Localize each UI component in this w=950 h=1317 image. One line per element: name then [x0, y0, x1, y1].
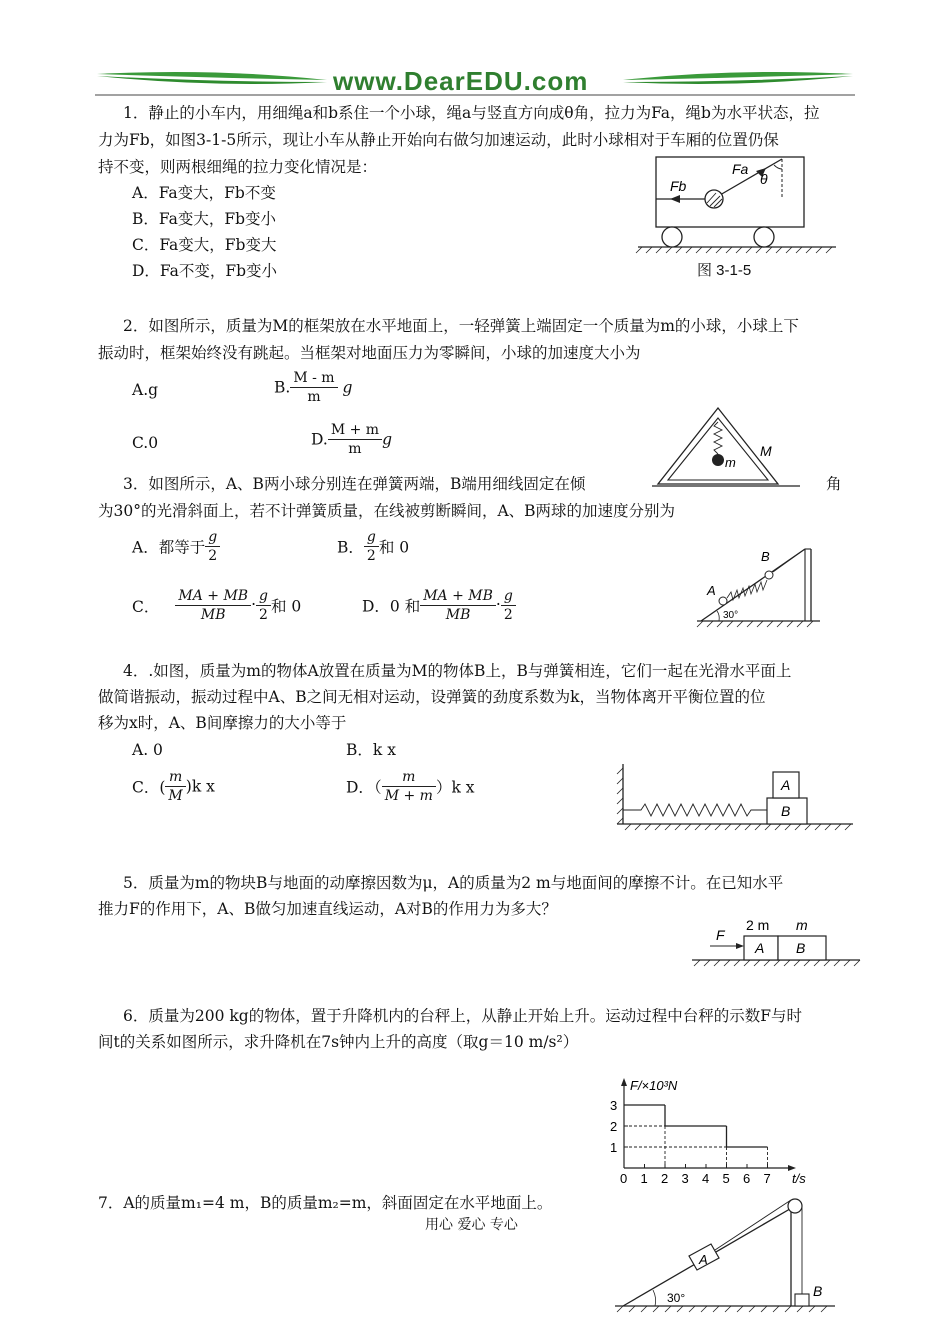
- q7-figure-pulley: [615, 1198, 835, 1313]
- q2-option-b-den: m: [307, 389, 321, 405]
- q2-figure-frame: [652, 404, 802, 489]
- x-tick-label: 2: [661, 1171, 669, 1186]
- q4-option-d-den: M + m: [384, 788, 433, 804]
- y-axis-label: F/×10³N: [630, 1078, 678, 1093]
- q4-option-c-num: m: [165, 768, 185, 787]
- footer-text: 用心 爱心 专心: [425, 1217, 518, 1233]
- q4-option-c-den: M: [168, 788, 183, 804]
- q3-option-b-prefix: B．: [337, 538, 364, 557]
- q1-line2: 力为Fb，如图3-1-5所示，现让小车从静止开始向右做匀加速运动，此时小球相对于车厢的位置仍保: [98, 131, 779, 149]
- q2-option-d-suffix: g: [382, 430, 392, 449]
- y-tick-label: 2: [610, 1119, 618, 1134]
- q6-chart: [604, 1062, 804, 1187]
- q1-option-c: C．Fa变大，Fb变大: [132, 236, 277, 254]
- q3-option-c-g: g: [256, 587, 271, 606]
- q4-line1: 4．.如图，质量为m的物体A放置在质量为M的物体B上，B与弹簧相连，它们一起在光滑水平面上: [123, 662, 792, 680]
- q4-option-a: A. 0: [132, 741, 163, 759]
- q3-option-c-num: MA + MB: [175, 587, 251, 606]
- q2-option-d-num: M + m: [328, 421, 382, 440]
- x-tick-label: 3: [681, 1171, 689, 1186]
- q3-option-d-g: g: [501, 587, 516, 606]
- q5-fig-F-label: F: [716, 927, 725, 943]
- q3-option-d-2: 2: [503, 607, 513, 623]
- site-title[interactable]: www.DearEDU.com: [333, 66, 589, 96]
- q4-line3: 移为x时，A、B间摩擦力的大小等于: [98, 714, 347, 732]
- q1-line1: 1．静止的小车内，用细绳a和b系住一个小球，绳a与竖直方向成θ角，拉力为Fa，绳b为水平状态，拉: [123, 104, 820, 122]
- q7-line1: 7．A的质量m₁=4 m，B的质量m₂=m，斜面固定在水平地面上。: [98, 1194, 553, 1212]
- q3-line1: 3．如图所示，A、B两小球分别连在弹簧两端，B端用细线固定在倾: [123, 475, 586, 493]
- q7-fig-angle-label: 30°: [667, 1291, 686, 1305]
- x-tick-label: 1: [640, 1171, 648, 1186]
- q1-figure-cart: [636, 153, 836, 263]
- q3-option-d: D．0 和 $\frac{MA + MB}{MB}$ · $\frac{g}{2}$: [362, 587, 516, 624]
- x-tick-label: 4: [702, 1171, 710, 1186]
- q2-option-d-prefix: D.: [311, 430, 328, 449]
- header-banner: [95, 66, 855, 98]
- y-tick-label: 3: [610, 1098, 618, 1113]
- q1-fig-fb-label: Fb: [670, 178, 687, 194]
- q5-line1: 5．质量为m的物块B与地面的动摩擦因数为μ，A的质量为2 m与地面间的摩擦不计。在已知水平: [123, 874, 784, 892]
- q4-option-c-prefix: C．(: [132, 778, 166, 797]
- q2-fig-M-label: M: [760, 443, 772, 459]
- x-axis-label: t/s: [792, 1171, 806, 1186]
- q3-fig-angle-label: 30°: [723, 610, 739, 621]
- q3-line1-end: 角: [826, 475, 842, 493]
- x-tick-label: 5: [722, 1171, 730, 1186]
- q3-option-c-suffix: 和 0: [270, 597, 302, 616]
- q4-figure-spring: [615, 762, 855, 837]
- q4-line2: 做简谐振动，振动过程中A、B之间无相对运动，设弹簧的劲度系数为k，当物体离开平衡位置的位: [98, 688, 766, 706]
- q4-option-d-prefix: D．（: [346, 778, 382, 797]
- q6-line2: 间t的关系如图所示，求升降机在7s钟内上升的高度（取g＝10 m/s²）: [98, 1033, 579, 1051]
- q4-option-d-num: m: [382, 768, 436, 787]
- x-tick-label: 7: [763, 1171, 771, 1186]
- q2-option-d-den: m: [348, 441, 362, 457]
- q2-option-b-num: M - m: [290, 369, 337, 388]
- q3-option-d-den: MB: [445, 607, 471, 623]
- q1-line3: 持不变，则两根细绳的拉力变化情况是：: [98, 158, 378, 176]
- q5-fig-m-label: m: [796, 917, 808, 933]
- q3-option-b: [337, 528, 409, 565]
- q5-line2: 推力F的作用下，A、B做匀加速直线运动，A对B的作用力为多大？: [98, 900, 557, 918]
- q3-option-c: C． $\frac{MA + MB}{MB}$ · $\frac{g}{2}$ 和 0: [132, 588, 302, 623]
- q2-option-d: [311, 421, 392, 458]
- y-tick-label: 1: [610, 1140, 618, 1155]
- q3-option-c-den: MB: [200, 607, 226, 623]
- q5-figure-blocks: [692, 914, 862, 969]
- q4-option-c-suffix: )k x: [185, 777, 215, 796]
- q3-option-b-num: g: [364, 528, 379, 547]
- q3-option-a-den: 2: [208, 548, 218, 564]
- q2-fig-m-label: m: [725, 455, 736, 470]
- y-axis-arrow: [621, 1078, 627, 1086]
- q3-fig-B-label: B: [761, 549, 770, 564]
- q1-fig-theta-label: θ: [760, 171, 768, 187]
- x-tick-label: 6: [743, 1171, 751, 1186]
- q4-option-d: [346, 768, 475, 805]
- q1-option-d: D．Fa不变，Fb变小: [132, 262, 278, 280]
- q7-fig-A-label: A: [699, 1252, 708, 1267]
- q1-figure-caption: 图 3-1-5: [697, 262, 752, 279]
- q3-option-a: [132, 528, 220, 565]
- q2-option-a: A.g: [132, 381, 159, 399]
- q4-option-c: [132, 768, 215, 805]
- q5-fig-A-label: A: [755, 940, 765, 956]
- q4-fig-B-label: B: [781, 803, 791, 819]
- q1-fig-fa-label: Fa: [732, 161, 749, 177]
- q3-option-c-prefix: C．: [132, 597, 160, 616]
- q2-option-c: C.0: [132, 434, 159, 452]
- q1-option-a: A．Fa变大，Fb不变: [132, 184, 276, 202]
- q1-option-b: B．Fa变大，Fb变小: [132, 210, 277, 228]
- q2-line2: 振动时，框架始终没有跳起。当框架对地面压力为零瞬间，小球的加速度大小为: [98, 344, 641, 362]
- q2-option-b-suffix: g: [342, 378, 353, 397]
- q2-line1: 2．如图所示，质量为M的框架放在水平地面上，一轻弹簧上端固定一个质量为m的小球，小球上下: [123, 317, 799, 335]
- q3-option-b-den: 2: [366, 548, 376, 564]
- q3-option-a-prefix: A．都等于: [132, 538, 206, 557]
- x-tick-label: 0: [620, 1171, 628, 1186]
- q2-option-b-prefix: B.: [274, 378, 291, 397]
- q7-fig-B-label: B: [813, 1283, 823, 1299]
- q3-option-d-num: MA + MB: [420, 587, 496, 606]
- q3-option-b-suffix: 和 0: [378, 538, 410, 557]
- q4-option-b: B．k x: [346, 741, 396, 759]
- q3-option-c-2: 2: [259, 607, 268, 623]
- q5-fig-2m-label: 2 m: [746, 917, 770, 933]
- q5-fig-B-label: B: [796, 940, 806, 956]
- q2-option-b: [274, 369, 352, 406]
- q6-line1: 6．质量为200 kg的物体，置于升降机内的台秤上，从静止开始上升。运动过程中台秤的示数F与时: [123, 1007, 802, 1025]
- q3-option-a-num: g: [205, 528, 220, 547]
- q3-fig-A-label: A: [707, 583, 716, 598]
- q4-option-d-suffix: ）k x: [435, 778, 475, 797]
- q4-fig-A-label: A: [781, 777, 791, 793]
- q3-option-d-prefix: D．0 和: [362, 597, 421, 616]
- q3-line2: 为30°的光滑斜面上，若不计弹簧质量，在线被剪断瞬间，A、B两球的加速度分别为: [98, 502, 676, 520]
- q3-figure-incline: [697, 545, 822, 630]
